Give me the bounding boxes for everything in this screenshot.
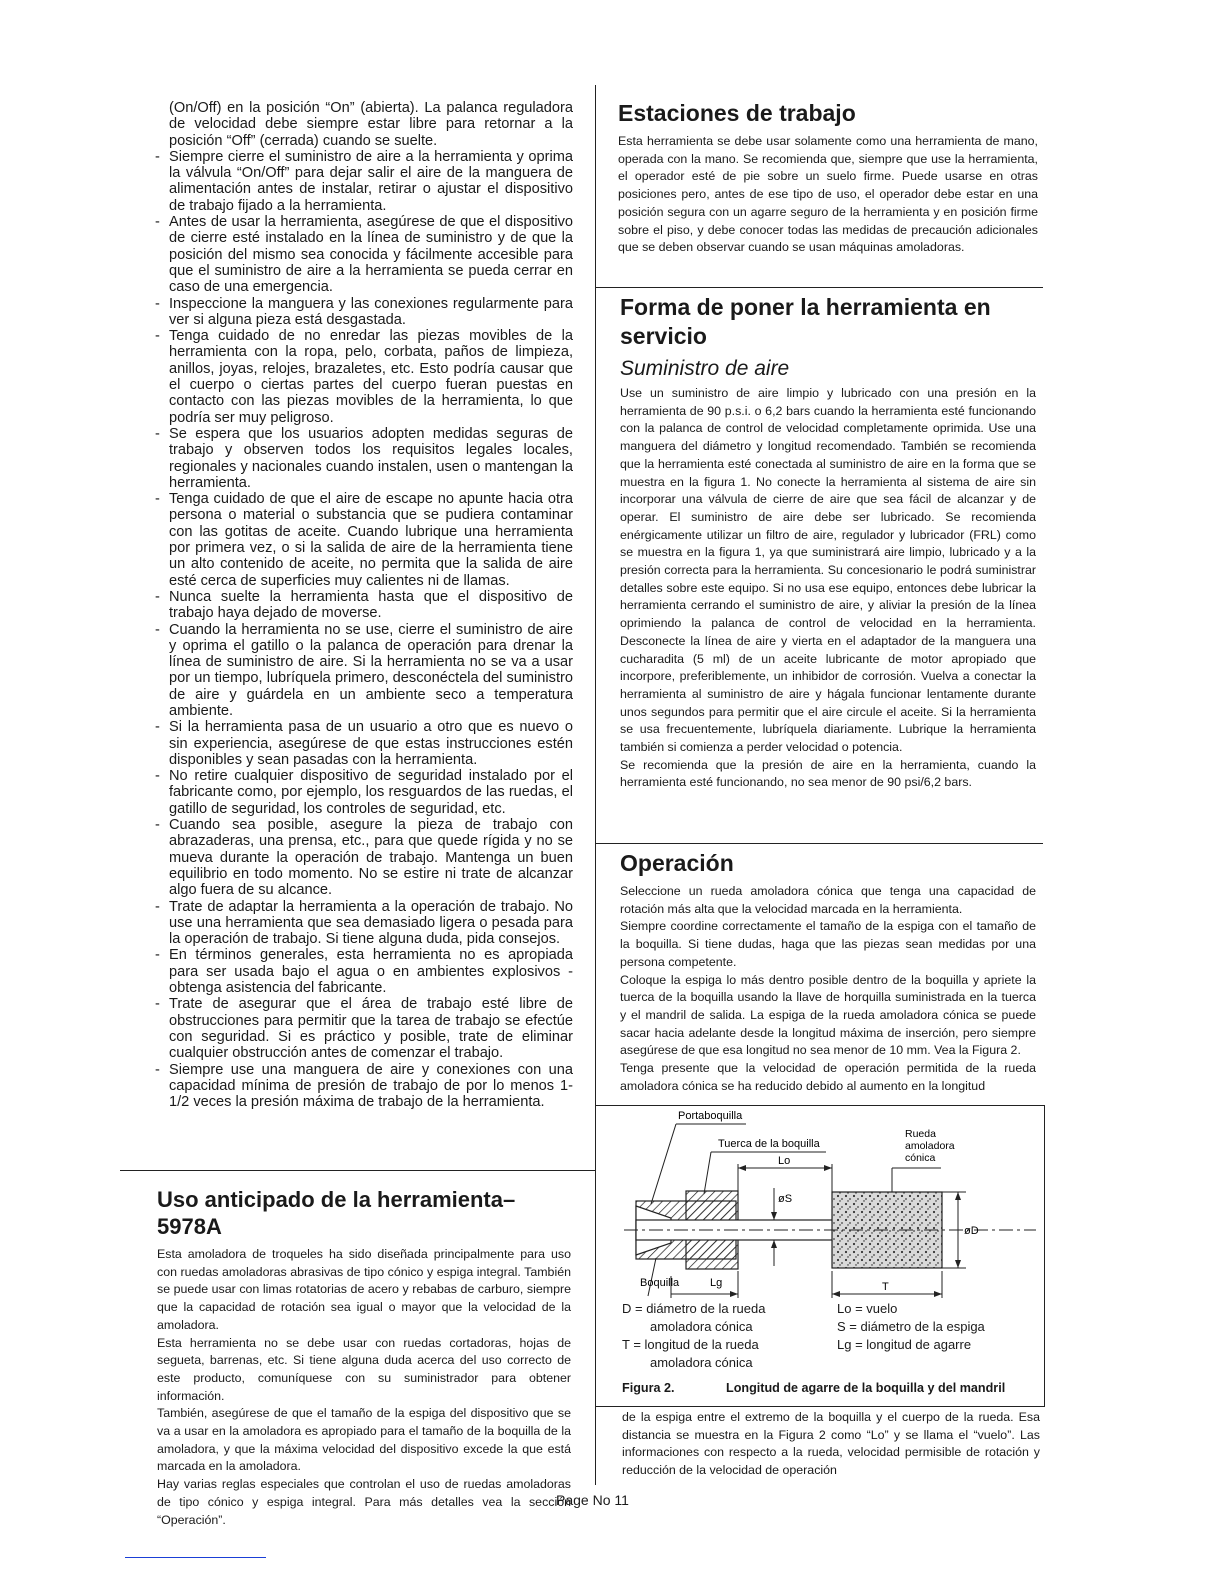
legend-d-1: D = diámetro de la rueda — [622, 1301, 766, 1316]
uso-title: Uso anticipado de la herramienta–5978A — [157, 1187, 516, 1239]
label-portaboquilla: Portaboquilla — [678, 1110, 743, 1122]
uso-section — [157, 1186, 571, 1529]
operacion-paragraph: Seleccione un rueda amoladora cónica que tenga una capacidad de rotación más alta que la velocidad marcada en la herramienta. — [620, 884, 1036, 916]
safety-bullet: - Trate de asegurar que el área de trabajo esté libre de obstrucciones para permitir que la tarea de trabajo se efectúe con seguridad. Si es práctico y posible, trate de eliminar cualquier obstrucción antes de comenzar el trabajo. — [155, 996, 573, 1061]
page-number: Page No 11 — [556, 1492, 629, 1508]
suministro-paragraph: Use un suministro de aire limpio y lubricado con una presión en la herramienta de 90 p.s.i. o 6,2 bars cuando la herramienta esté funcionando con la palanca de control de velocidad completamente oprimida. Use una manguera del diámetro y longitud recomendado. También se recomienda que la herramienta esté conectada al suministro de aire en la forma que se muestra en la figura 1. No conecte la herramienta al sistema de aire sin incorporar una válvula de cierre de aire que sea fácil de alcanzar y de operar. El suministro de aire debe ser lubricado. Se recomienda enérgicamente utilizar un filtro de aire, regulador y lubricador (FRL) como se muestra en la figura 1, ya que suministrará aire limpio, lubricado y a la presión correcta para la herramienta. Su concesionario le podrá suministrar detalles sobre este equipo. Si no usa ese equipo, entonces debe lubricar la herramienta cerrando el suministro de aire, y aliviar la presión de la línea oprimiendo la palanca de control de velocidad en la herramienta. Desconecte la línea de aire y vierta en el adaptador de la manguera una cucharadita (5 ml) de un aceite lubricante de motor apropiado que incorpore, preferiblemente, un inhibidor de corrosión. Vuelva a conectar la herramienta al suministro de aire y hágala funcionar lentamente durante unos segundos para permitir que el aire circule el aceite. Si la herramienta se usa frecuentemente, lubríquela diariamente. Lubrique la herramienta también si comienza a perder velocidad o potencia. — [620, 386, 1036, 755]
legend-t-2: amoladora cónica — [650, 1355, 753, 1370]
safety-bullet: - Siempre use una manguera de aire y conexiones con una capacidad mínima de presión de trabajo de por lo menos 1-1/2 veces la presión máxima de trabajo de la herramienta. — [155, 1062, 573, 1111]
uso-paragraph: Esta herramienta no se debe usar con ruedas cortadoras, hojas de segueta, barrenas, etc. Si tiene alguna duda acerca del uso correcto de este producto, comuníquese con su suministrador para obtener información. — [157, 1335, 571, 1403]
legend-lg: Lg = longitud de agarre — [837, 1337, 972, 1352]
right-column — [618, 100, 1038, 257]
uso-paragraph: Hay varias reglas especiales que controlan el uso de ruedas amoladoras de tipo cónico y espiga integral. Para más detalles vea la sección “Operación”. — [157, 1477, 571, 1527]
safety-bullet: - Si la herramienta pasa de un usuario a otro que es nuevo o sin experiencia, asegúrese de que estas instrucciones estén disponibles y sean pasadas con la herramienta. — [155, 719, 573, 768]
safety-bullet: - Siempre cierre el suministro de aire a la herramienta y oprima la válvula “On/Off” para dejar salir el aire de la manguera de alimentación antes de instalar, retirar o ajustar el dispositivo de trabajo fijado a la herramienta. — [155, 149, 573, 214]
operacion-paragraph: Tenga presente que la velocidad de operación permitida de la rueda amoladora cónica se ha reducido debido al aumento en la longitud — [620, 1061, 1036, 1093]
uso-paragraph: Esta amoladora de troqueles ha sido diseñada principalmente para uso con ruedas amoladoras abrasivas de tipo cónico y espiga integral. También se puede usar con limas rotatorias de acero y rebabas de carburo, siempre que la capacidad de rotación sea igual o mayor que la velocidad de la amoladora. — [157, 1247, 571, 1332]
safety-bullet: - Nunca suelte la herramienta hasta que el dispositivo de trabajo haya dejado de moverse. — [155, 589, 573, 622]
safety-bullet: - Cuando la herramienta no se use, cierre el suministro de aire y oprima el gatillo o la palanca de operación para drenar la línea de suministro de aire. Si la herramienta no se va a usar por un tiempo, lubríquela primero, desconéctela del suministro de aire y guárdela en un ambiente seco a temperatura ambiente. — [155, 622, 573, 720]
operacion-title: Operación — [620, 850, 734, 876]
safety-bullet: - Cuando sea posible, asegure la pieza de trabajo con abrazaderas, una prensa, etc., para que quede rígida y no se mueva durante la operación de trabajo. Mantenga un buen equilibrio en todo momento. No se estire ni trate de alcanzar algo fuera de su alcance. — [155, 817, 573, 898]
safety-bullet: - En términos generales, esta herramienta no es apropiada para ser usada bajo el agua o en ambientes explosivos - obtenga asistencia del fabricante. — [155, 947, 573, 996]
label-lg: Lg — [710, 1277, 723, 1289]
label-t: T — [882, 1281, 889, 1293]
forma-title: Forma de poner la herramienta en servicio — [620, 294, 991, 349]
footer-rule — [125, 1557, 266, 1558]
forma-section — [620, 293, 1036, 792]
safety-bullet: - Tenga cuidado de que el aire de escape no apunte hacia otra persona o material o substancia que se pudiera contaminar con las gotitas de aceite. Cuando lubrique una herramienta por primera vez, o si la salida de aire de la herramienta tiene un alto contenido de aceite, no permita que la salida de aire esté cerca de superficies muy calientes ni de llamas. — [155, 491, 573, 589]
estaciones-text: Esta herramienta se debe usar solamente como una herramienta de mano, operada con la mano. Se recomienda que, siempre que use la herramienta, el operador esté de pie sobre un suelo firme. Puede usarse en otras posiciones pero, antes de ese tipo de uso, el operador debe estar en una posición segura con un agarre seguro de la herramienta y en posición firme sobre el piso, y debe conocer todas las medidas de precaución adicionales que se deben observar cuando se usan máquinas amoladoras. — [618, 134, 1038, 255]
section-rule — [595, 843, 1043, 844]
estaciones-title: Estaciones de trabajo — [618, 100, 856, 126]
after-figure-text-block — [622, 1409, 1040, 1480]
operacion-paragraph: Coloque la espiga lo más dentro posible dentro de la boquilla y apriete la tuerca de la boquilla usando la llave de horquilla suministrada en la tuerca y el mandril de salida. La espiga de la rueda amoladora cónica se puede sacar hacia adelante desde la longitud máxima de inserción, pero siempre asegúrese de que esa longitud no sea menor de 10 mm. Vea la Figura 2. — [620, 972, 1036, 1058]
label-boquilla: Boquilla — [640, 1277, 680, 1289]
left-column — [155, 100, 573, 1110]
label-tuerca: Tuerca de la boquilla — [718, 1138, 820, 1150]
suministro-subtitle: Suministro de aire — [620, 357, 790, 380]
figure-number: Figura 2. — [622, 1381, 675, 1395]
uso-paragraph: También, asegúrese de que el tamaño de la espiga del dispositivo que se va a usar en la amoladora es apropiado para el tamaño de la boquilla de la amoladora, y que la máxima velocidad del dispositivo excede la que está marcada en la amoladora. — [157, 1406, 571, 1474]
safety-bullet: - Tenga cuidado de no enredar las piezas movibles de la herramienta con la ropa, pelo, corbata, paños de limpieza, anillos, joyas, relojes, brazaletes, etc. Esto podría causar que el cuerpo o ciertas partes del cuerpo fueran puestas en contacto con las piezas movibles de la herramienta, lo que podría ser muy peligroso. — [155, 328, 573, 426]
section-rule — [120, 1170, 595, 1171]
operacion-paragraph: Siempre coordine correctamente el tamaño de la espiga con el tamaño de la boquilla. Si tiene dudas, haga que las piezas sean medidas por una persona competente. — [620, 919, 1036, 969]
figure-caption-text: Longitud de agarre de la boquilla y del mandril — [726, 1381, 1006, 1395]
figure-legend — [622, 1300, 1022, 1372]
section-rule — [595, 287, 1043, 288]
label-rueda-1: Rueda — [905, 1128, 936, 1140]
legend-lo: Lo = vuelo — [837, 1301, 898, 1316]
figure-caption — [622, 1381, 1042, 1395]
safety-bullet: - Inspeccione la manguera y las conexiones regularmente para ver si alguna pieza está desgastada. — [155, 296, 573, 329]
label-rueda-2: amoladora — [905, 1140, 955, 1152]
label-rueda-3: cónica — [905, 1152, 936, 1164]
after-figure-paragraph: de la espiga entre el extremo de la boquilla y el cuerpo de la rueda. Esa distancia se muestra en la Figura 2 como “Lo” y se llama el “vuelo”. Las informaciones con respecto a la rueda, velocidad permisible de rotación y reducción de la velocidad de operación — [622, 1410, 1040, 1478]
safety-bullet: - Se espera que los usuarios adopten medidas seguras de trabajo y observen todos los requisitos legales locales, regionales y nacionales cuando instalen, usen o mantengan la herramienta. — [155, 426, 573, 491]
safety-bullet-list — [155, 149, 573, 1111]
label-os: øS — [778, 1193, 793, 1205]
suministro-paragraph: Se recomienda que la presión de aire en la herramienta, cuando la herramienta esté funcionando, no sea menor de 90 psi/6,2 bars. — [620, 757, 1036, 790]
safety-bullet: - Trate de adaptar la herramienta a la operación de trabajo. No use una herramienta que sea demasiado ligera o pesada para la operación de trabajo. Si tiene alguna duda, pida consejos. — [155, 899, 573, 948]
operacion-section — [620, 850, 1036, 1095]
legend-t-1: T = longitud de la rueda — [622, 1337, 759, 1352]
safety-bullet: - No retire cualquier dispositivo de seguridad instalado por el fabricante como, por ejemplo, los resguardos de las ruedas, el gatillo de seguridad, los controles de seguridad, etc. — [155, 768, 573, 817]
safety-continuation: (On/Off) en la posición “On” (abierta). La palanca reguladora de velocidad debe siempre estar libre para retornar a la posición “Off” (cerrada) cuando se suelte. — [169, 100, 573, 149]
safety-bullet: - Antes de usar la herramienta, asegúrese de que el dispositivo de cierre esté instalado en la línea de suministro y de que la posición del mismo sea conocida y fácilmente accesible para que el suministro de aire a la herramienta se pueda cerrar en caso de una emergencia. — [155, 214, 573, 295]
label-od: øD — [964, 1225, 979, 1237]
label-lo: Lo — [778, 1155, 791, 1167]
legend-d-2: amoladora cónica — [650, 1319, 753, 1334]
legend-s: S = diámetro de la espiga — [837, 1319, 985, 1334]
